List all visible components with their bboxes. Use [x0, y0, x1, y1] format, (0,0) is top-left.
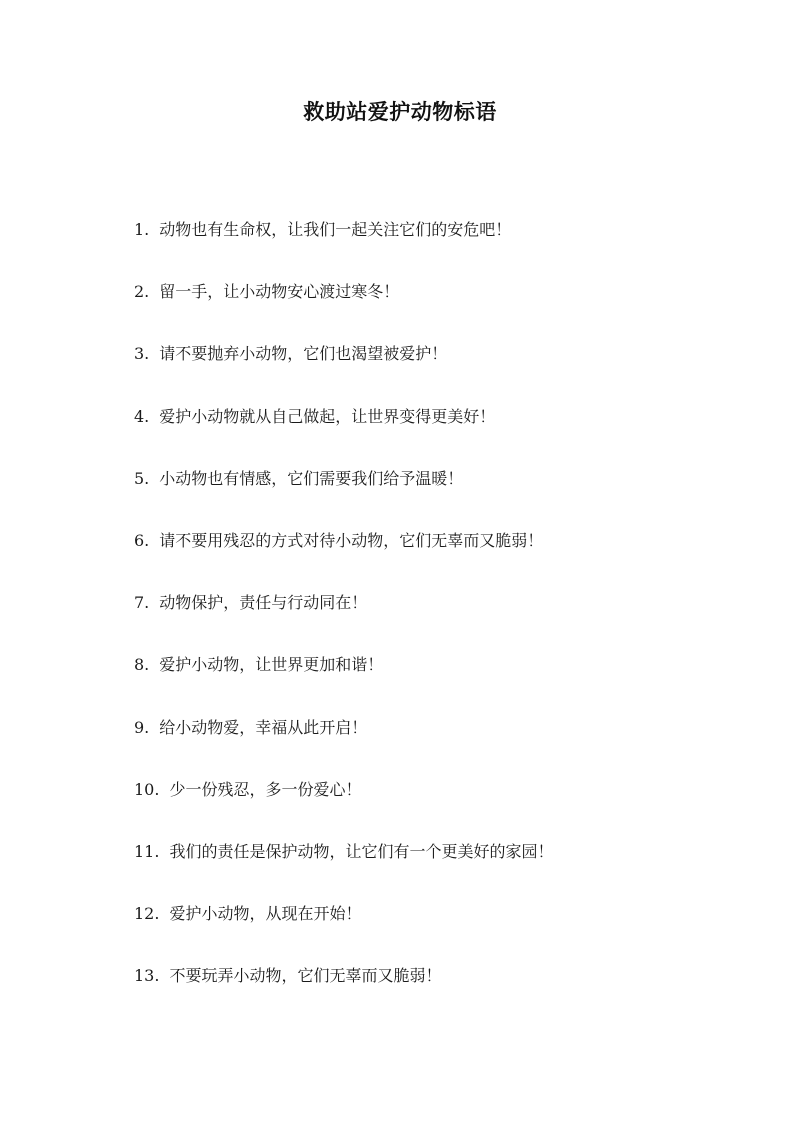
list-item: [134, 898, 553, 929]
item-text: 我们的责任是保护动物，让它们有一个更美好的家园！: [169, 841, 554, 861]
list-item: [134, 712, 553, 743]
item-number: 1.: [134, 220, 150, 239]
item-number: 12.: [134, 904, 160, 924]
list-item: [134, 401, 553, 432]
slogan-list: [134, 214, 553, 1022]
item-number: 6.: [134, 530, 150, 550]
item-text: 给小动物爱，幸福从此开启！: [159, 717, 368, 737]
list-item: [134, 463, 553, 494]
item-text: 留一手，让小动物安心渡过寒冬！: [159, 282, 400, 302]
item-number: 10.: [134, 779, 160, 799]
item-number: 2.: [134, 282, 150, 302]
item-number: 7.: [134, 593, 150, 613]
item-text: 请不要用残忍的方式对待小动物，它们无辜而又脆弱！: [159, 530, 544, 550]
item-text: 不要玩弄小动物，它们无辜而又脆弱！: [169, 966, 442, 986]
item-text: 动物保护，责任与行动同在！: [159, 593, 368, 613]
list-item: [134, 774, 553, 805]
item-text: 请不要抛弃小动物，它们也渴望被爱护！: [159, 344, 448, 364]
item-text: 少一份残忍，多一份爱心！: [169, 779, 362, 799]
list-item: [134, 214, 553, 245]
document-title: 救助站爱护动物标语: [303, 99, 497, 124]
list-item: [134, 836, 553, 867]
list-item: [134, 649, 553, 680]
list-item: [134, 276, 553, 307]
list-item: [134, 338, 553, 369]
item-number: 5.: [134, 468, 150, 488]
item-text: 爱护小动物，从现在开始！: [169, 904, 362, 924]
item-number: 9.: [134, 717, 150, 737]
item-number: 11.: [134, 841, 160, 861]
item-text: 动物也有生命权，让我们一起关注它们的安危吧！: [159, 220, 512, 239]
item-number: 4.: [134, 406, 150, 426]
item-text: 爱护小动物就从自己做起，让世界变得更美好！: [159, 406, 496, 426]
item-number: 3.: [134, 344, 150, 364]
list-item: [134, 525, 553, 556]
list-item: [134, 587, 553, 618]
item-text: 爱护小动物，让世界更加和谐！: [159, 655, 384, 675]
list-item: [134, 960, 553, 991]
item-text: 小动物也有情感，它们需要我们给予温暖！: [159, 468, 464, 488]
item-number: 8.: [134, 655, 150, 675]
item-number: 13.: [134, 966, 160, 986]
